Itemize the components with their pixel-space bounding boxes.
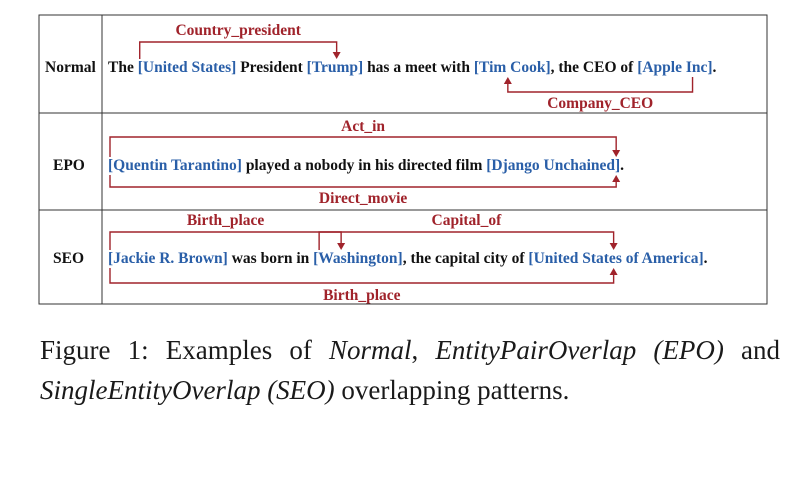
arrow-head — [337, 243, 345, 250]
relation-arrow — [110, 212, 345, 250]
relation-line — [140, 42, 337, 59]
relation-arrow — [110, 175, 620, 207]
relation-line — [110, 137, 616, 157]
arrow-head — [610, 243, 618, 250]
caption-italic-term: EntityPairOverlap (EPO) — [435, 335, 724, 365]
entity-mention: [Washington] — [313, 250, 403, 267]
relation-line — [319, 232, 614, 250]
row-label: Normal — [45, 59, 96, 76]
caption-italic-term: SingleEntityOverlap (SEO) — [40, 375, 335, 405]
relation-label: Country_president — [175, 22, 301, 39]
sentence-text: . — [703, 250, 708, 267]
arrow-head — [612, 150, 620, 157]
figure-caption — [40, 330, 780, 410]
arrow-head — [612, 175, 620, 182]
relation-label: Capital_of — [431, 212, 502, 229]
sentence-text: was born in — [227, 250, 314, 267]
sentence-text: The — [108, 59, 138, 76]
sentence-text: . — [712, 59, 717, 76]
caption-text: overlapping patterns. — [334, 375, 570, 405]
relation-line — [110, 268, 614, 283]
relation-arrow — [504, 77, 693, 112]
relation-arrow — [110, 268, 618, 304]
row-seo — [53, 212, 708, 304]
arrow-head — [333, 52, 341, 59]
sentence-text: , the CEO of — [550, 59, 638, 76]
relation-label: Birth_place — [186, 212, 265, 229]
arrow-head — [610, 268, 618, 275]
example-sentence — [108, 157, 624, 174]
entity-mention: [Jackie R. Brown] — [108, 250, 228, 267]
caption-italic-term: Normal — [328, 335, 412, 365]
sentence-text: played a nobody in his directed film — [241, 157, 487, 174]
row-epo — [53, 118, 624, 207]
entity-mention: [Trump] — [306, 59, 364, 76]
caption-text: Figure 1: Examples of — [40, 335, 329, 365]
relation-label: Act_in — [341, 118, 386, 135]
caption-text: , — [411, 335, 436, 365]
relation-arrow — [110, 118, 620, 157]
example-sentence — [108, 250, 708, 267]
relation-line — [110, 175, 616, 187]
row-label: EPO — [53, 157, 85, 174]
caption-text: and — [723, 335, 780, 365]
relation-arrow — [319, 212, 618, 250]
example-sentence — [108, 59, 717, 76]
entity-mention: [Tim Cook] — [473, 59, 551, 76]
relation-label: Direct_movie — [318, 190, 408, 207]
entity-mention: [United States of America] — [528, 250, 704, 267]
sentence-text: , the capital city of — [402, 250, 529, 267]
arrow-head — [504, 77, 512, 84]
sentence-text: President — [236, 59, 307, 76]
relation-label: Company_CEO — [547, 95, 654, 112]
entity-mention: [Django Unchained] — [486, 157, 621, 174]
row-label: SEO — [53, 250, 85, 267]
relation-label: Birth_place — [323, 287, 401, 304]
entity-mention: [Apple Inc] — [637, 59, 713, 76]
relation-arrow — [140, 22, 341, 59]
relation-line — [508, 77, 693, 92]
relation-line — [110, 232, 341, 250]
row-normal — [45, 22, 717, 112]
entity-mention: [United States] — [137, 59, 237, 76]
entity-mention: [Quentin Tarantino] — [108, 157, 242, 174]
table-rows — [45, 22, 717, 304]
sentence-text: . — [620, 157, 625, 174]
sentence-text: has a meet with — [363, 59, 474, 76]
